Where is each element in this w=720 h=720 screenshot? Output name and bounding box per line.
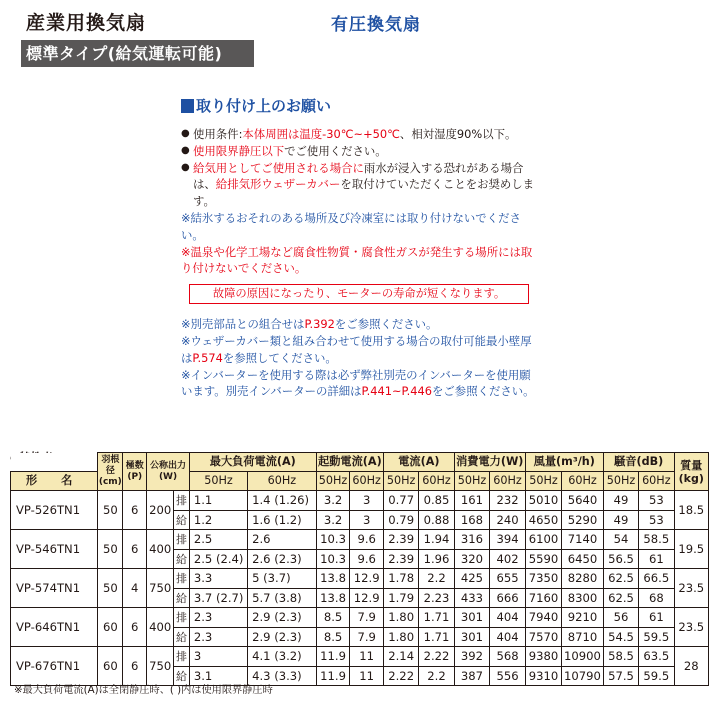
note-text: を取付けていただくことをお奨めします。 (193, 177, 535, 209)
supply-label: 給 (174, 510, 190, 530)
header-60hz: 60Hz (419, 472, 454, 491)
value-cell: 49 (603, 510, 638, 530)
output-cell: 750 (147, 569, 174, 608)
value-cell: 7940 (525, 608, 561, 628)
note-text: を参照してください。 (222, 350, 337, 365)
header-poles: 極数(P) (123, 453, 147, 491)
value-cell: 10790 (562, 666, 604, 686)
value-cell: 2.2 (419, 569, 454, 589)
value-cell: 11.9 (316, 647, 350, 667)
value-cell: 3 (350, 491, 384, 511)
footnote: ※最大負荷電流(A)は全閉静圧時、( )内は使用限界静圧時 (14, 685, 273, 696)
supply-label: 給 (174, 588, 190, 608)
value-cell: 402 (490, 549, 526, 569)
bullet-icon: ● (181, 161, 190, 173)
value-cell: 4.3 (3.3) (248, 666, 317, 686)
value-cell: 316 (454, 530, 490, 550)
header-power: 消費電力(W) (454, 453, 525, 472)
value-cell: 1.79 (383, 588, 418, 608)
header-model: 形 名 (11, 472, 98, 491)
value-cell: 3.3 (189, 569, 247, 589)
value-cell: 5 (3.7) (248, 569, 317, 589)
page-ref-link[interactable]: P.574 (192, 350, 223, 365)
value-cell: 2.3 (189, 627, 247, 647)
header-60hz: 60Hz (562, 472, 604, 491)
blade-cell: 60 (98, 608, 123, 647)
value-cell: 3.2 (316, 491, 350, 511)
value-cell: 655 (490, 569, 526, 589)
supply-label: 給 (174, 627, 190, 647)
value-cell: 1.94 (419, 530, 454, 550)
value-cell: 62.5 (603, 569, 638, 589)
header-50hz: 50Hz (189, 472, 247, 491)
value-cell: 57.5 (603, 666, 638, 686)
value-cell: 1.1 (189, 491, 247, 511)
table-row (11, 530, 709, 550)
poles-cell: 6 (123, 530, 147, 569)
value-cell: 3 (189, 647, 247, 667)
bullet-icon: ● (181, 128, 190, 139)
value-cell: 2.9 (2.3) (248, 608, 317, 628)
table-row (11, 569, 709, 589)
note-text-red: 使用限界静圧以下 (193, 143, 285, 158)
value-cell: 404 (490, 627, 526, 647)
spec-table-body (11, 491, 709, 686)
value-cell: 3 (350, 510, 384, 530)
value-cell: 56.5 (603, 549, 638, 569)
value-cell: 7140 (562, 530, 604, 550)
header-50hz: 50Hz (603, 472, 638, 491)
value-cell: 387 (454, 666, 490, 686)
model-cell: VP-646TN1 (11, 608, 98, 647)
blade-cell: 50 (98, 569, 123, 608)
value-cell: 2.2 (419, 666, 454, 686)
value-cell: 56 (603, 608, 638, 628)
type-label: 標準タイプ(給気運転可能) (21, 40, 254, 67)
value-cell: 568 (490, 647, 526, 667)
poles-cell: 6 (123, 608, 147, 647)
value-cell: 6450 (562, 549, 604, 569)
table-row (11, 608, 709, 628)
value-cell: 7350 (525, 569, 561, 589)
value-cell: 10.3 (316, 530, 350, 550)
blade-cell: 60 (98, 647, 123, 686)
value-cell: 9380 (525, 647, 561, 667)
value-cell: 1.2 (189, 510, 247, 530)
blade-cell: 50 (98, 530, 123, 569)
subcategory-title: 有圧換気扇 (331, 15, 421, 35)
value-cell: 12.9 (350, 569, 384, 589)
value-cell: 0.79 (383, 510, 418, 530)
value-cell: 61 (639, 549, 674, 569)
note-freezing: ※結氷するおそれのある場所及び冷凍室には取り付けないでください。 (181, 210, 521, 242)
spec-header-blank (11, 453, 98, 472)
value-cell: 8300 (562, 588, 604, 608)
output-cell: 200 (147, 491, 174, 530)
output-cell: 400 (147, 608, 174, 647)
value-cell: 8.5 (316, 627, 350, 647)
value-cell: 320 (454, 549, 490, 569)
mass-cell: 18.5 (674, 491, 708, 530)
value-cell: 161 (454, 491, 490, 511)
value-cell: 13.8 (316, 588, 350, 608)
value-cell: 8.5 (316, 608, 350, 628)
value-cell: 8710 (562, 627, 604, 647)
output-cell: 750 (147, 647, 174, 686)
note-text: をご参照ください。 (334, 317, 438, 332)
value-cell: 11 (350, 647, 384, 667)
header-mass: 質量(kg) (674, 453, 708, 491)
supply-label: 給 (174, 666, 190, 686)
value-cell: 0.77 (383, 491, 418, 511)
value-cell: 4650 (525, 510, 561, 530)
model-cell: VP-526TN1 (11, 491, 98, 530)
value-cell: 61 (639, 608, 674, 628)
value-cell: 0.85 (419, 491, 454, 511)
value-cell: 2.6 (248, 530, 317, 550)
value-cell: 5590 (525, 549, 561, 569)
value-cell: 5290 (562, 510, 604, 530)
value-cell: 10.3 (316, 549, 350, 569)
value-cell: 58.5 (603, 647, 638, 667)
value-cell: 1.71 (419, 627, 454, 647)
table-row (11, 491, 709, 511)
value-cell: 2.5 (189, 530, 247, 550)
value-cell: 54.5 (603, 627, 638, 647)
note-text: 使用条件: (193, 127, 243, 141)
value-cell: 433 (454, 588, 490, 608)
value-cell: 2.23 (419, 588, 454, 608)
notes-heading (181, 94, 541, 118)
table-row (11, 647, 709, 667)
value-cell: 2.39 (383, 530, 418, 550)
value-cell: 1.71 (419, 608, 454, 628)
category-title: 産業用換気扇 (26, 12, 147, 34)
value-cell: 1.96 (419, 549, 454, 569)
value-cell: 68 (639, 588, 674, 608)
blade-cell: 50 (98, 491, 123, 530)
header-blade: 羽根径(cm) (98, 453, 123, 491)
value-cell: 53 (639, 510, 674, 530)
value-cell: 2.6 (2.3) (248, 549, 317, 569)
exhaust-label: 排 (174, 608, 190, 628)
value-cell: 2.22 (383, 666, 418, 686)
value-cell: 7570 (525, 627, 561, 647)
poles-cell: 6 (123, 647, 147, 686)
value-cell: 666 (490, 588, 526, 608)
value-cell: 2.3 (189, 608, 247, 628)
header-60hz: 60Hz (248, 472, 317, 491)
value-cell: 6100 (525, 530, 561, 550)
value-cell: 240 (490, 510, 526, 530)
header-60hz: 60Hz (639, 472, 674, 491)
value-cell: 2.22 (419, 647, 454, 667)
header-output: 公称出力(W) (147, 453, 190, 491)
poles-cell: 4 (123, 569, 147, 608)
mass-cell: 28 (674, 647, 708, 686)
mass-cell: 23.5 (674, 608, 708, 647)
bullet-icon: ● (181, 144, 190, 156)
note-text: ※ウェザーカバー類と組み合わせて使用する場合の取付可能最小壁厚は (181, 333, 532, 365)
installation-notes (181, 94, 541, 400)
note-item-conditions (181, 126, 541, 143)
spec-table (10, 452, 709, 686)
value-cell: 2.39 (383, 549, 418, 569)
page-ref-link[interactable]: P.392 (304, 317, 335, 332)
exhaust-label: 排 (174, 647, 190, 667)
header-60hz: 60Hz (490, 472, 526, 491)
square-bullet-icon (181, 99, 194, 113)
note-weather-cover (181, 333, 541, 367)
value-cell: 425 (454, 569, 490, 589)
exhaust-label: 排 (174, 491, 190, 511)
note-text: 、相対湿度90%以下。 (399, 127, 517, 141)
value-cell: 4.1 (3.2) (248, 647, 317, 667)
header-current: 電流(A) (383, 453, 454, 472)
header-50hz: 50Hz (454, 472, 490, 491)
value-cell: 3.7 (2.7) (189, 588, 247, 608)
value-cell: 11 (350, 666, 384, 686)
note-text: ※インバーターを使用する際は必ず弊社別売のインバーターを使用願います。別売インバーターの詳細は (181, 367, 531, 399)
mass-cell: 19.5 (674, 530, 708, 569)
exhaust-label: 排 (174, 530, 190, 550)
header-50hz: 50Hz (383, 472, 418, 491)
value-cell: 5.7 (3.8) (248, 588, 317, 608)
value-cell: 49 (603, 491, 638, 511)
header-50hz: 50Hz (525, 472, 561, 491)
value-cell: 66.5 (639, 569, 674, 589)
value-cell: 5010 (525, 491, 561, 511)
value-cell: 1.6 (1.2) (248, 510, 317, 530)
value-cell: 392 (454, 647, 490, 667)
value-cell: 3.2 (316, 510, 350, 530)
value-cell: 2.5 (2.4) (189, 549, 247, 569)
value-cell: 301 (454, 608, 490, 628)
value-cell: 58.5 (639, 530, 674, 550)
value-cell: 394 (490, 530, 526, 550)
value-cell: 3.1 (189, 666, 247, 686)
value-cell: 1.78 (383, 569, 418, 589)
model-cell: VP-546TN1 (11, 530, 98, 569)
header-50hz: 50Hz (316, 472, 350, 491)
value-cell: 301 (454, 627, 490, 647)
value-cell: 1.4 (1.26) (248, 491, 317, 511)
value-cell: 53 (639, 491, 674, 511)
value-cell: 0.88 (419, 510, 454, 530)
value-cell: 10900 (562, 647, 604, 667)
note-text: をご参照ください。 (432, 384, 535, 399)
exhaust-label: 排 (174, 569, 190, 589)
header-noise: 騒音(dB) (603, 453, 674, 472)
note-item-supply (181, 160, 541, 210)
value-cell: 12.9 (350, 588, 384, 608)
note-parts (181, 316, 541, 333)
note-corrosive: ※温泉や化学工場など腐食性物質・腐食性ガスが発生する場所には取り付けないでください。 (181, 244, 533, 276)
note-text: でご使用ください。 (284, 143, 387, 158)
value-cell: 232 (490, 491, 526, 511)
page-ref-link[interactable]: P.441~P.446 (361, 384, 433, 399)
header-max-current: 最大負荷電流(A) (189, 453, 316, 472)
mass-cell: 23.5 (674, 569, 708, 608)
notes-title: 取り付け上のお願い (196, 96, 332, 115)
value-cell: 404 (490, 608, 526, 628)
value-cell: 54 (603, 530, 638, 550)
model-cell: VP-574TN1 (11, 569, 98, 608)
value-cell: 7160 (525, 588, 561, 608)
value-cell: 2.9 (2.3) (248, 627, 317, 647)
value-cell: 2.14 (383, 647, 418, 667)
value-cell: 556 (490, 666, 526, 686)
header-airflow: 風量(m³/h) (525, 453, 603, 472)
value-cell: 62.5 (603, 588, 638, 608)
model-cell: VP-676TN1 (11, 647, 98, 686)
poles-cell: 6 (123, 491, 147, 530)
value-cell: 9310 (525, 666, 561, 686)
value-cell: 9.6 (350, 530, 384, 550)
value-cell: 9210 (562, 608, 604, 628)
supply-label: 給 (174, 549, 190, 569)
value-cell: 63.5 (639, 647, 674, 667)
value-cell: 1.80 (383, 627, 418, 647)
output-cell: 400 (147, 530, 174, 569)
note-item-pressure (181, 143, 541, 160)
value-cell: 168 (454, 510, 490, 530)
value-cell: 8280 (562, 569, 604, 589)
value-cell: 1.80 (383, 608, 418, 628)
value-cell: 5640 (562, 491, 604, 511)
warning-box: 故障の原因になったり、モーターの寿命が短くなります。 (189, 284, 529, 304)
header-start-current: 起動電流(A) (316, 453, 383, 472)
value-cell: 13.8 (316, 569, 350, 589)
header-60hz: 60Hz (350, 472, 384, 491)
note-text: 雨水が浸入する恐れがある場合は、 (193, 160, 524, 192)
value-cell: 7.9 (350, 627, 384, 647)
note-text: ※別売部品との組合せは (181, 317, 305, 332)
note-text-red: 本体周囲は温度-30℃~+50℃ (242, 127, 400, 141)
value-cell: 59.5 (639, 627, 674, 647)
note-text-red: 給気用としてご使用される場合に (193, 160, 364, 175)
value-cell: 9.6 (350, 549, 384, 569)
note-text-red: 給排気形ウェザーカバー (215, 177, 341, 192)
value-cell: 11.9 (316, 666, 350, 686)
value-cell: 59.5 (639, 666, 674, 686)
value-cell: 7.9 (350, 608, 384, 628)
note-inverter (181, 367, 541, 401)
